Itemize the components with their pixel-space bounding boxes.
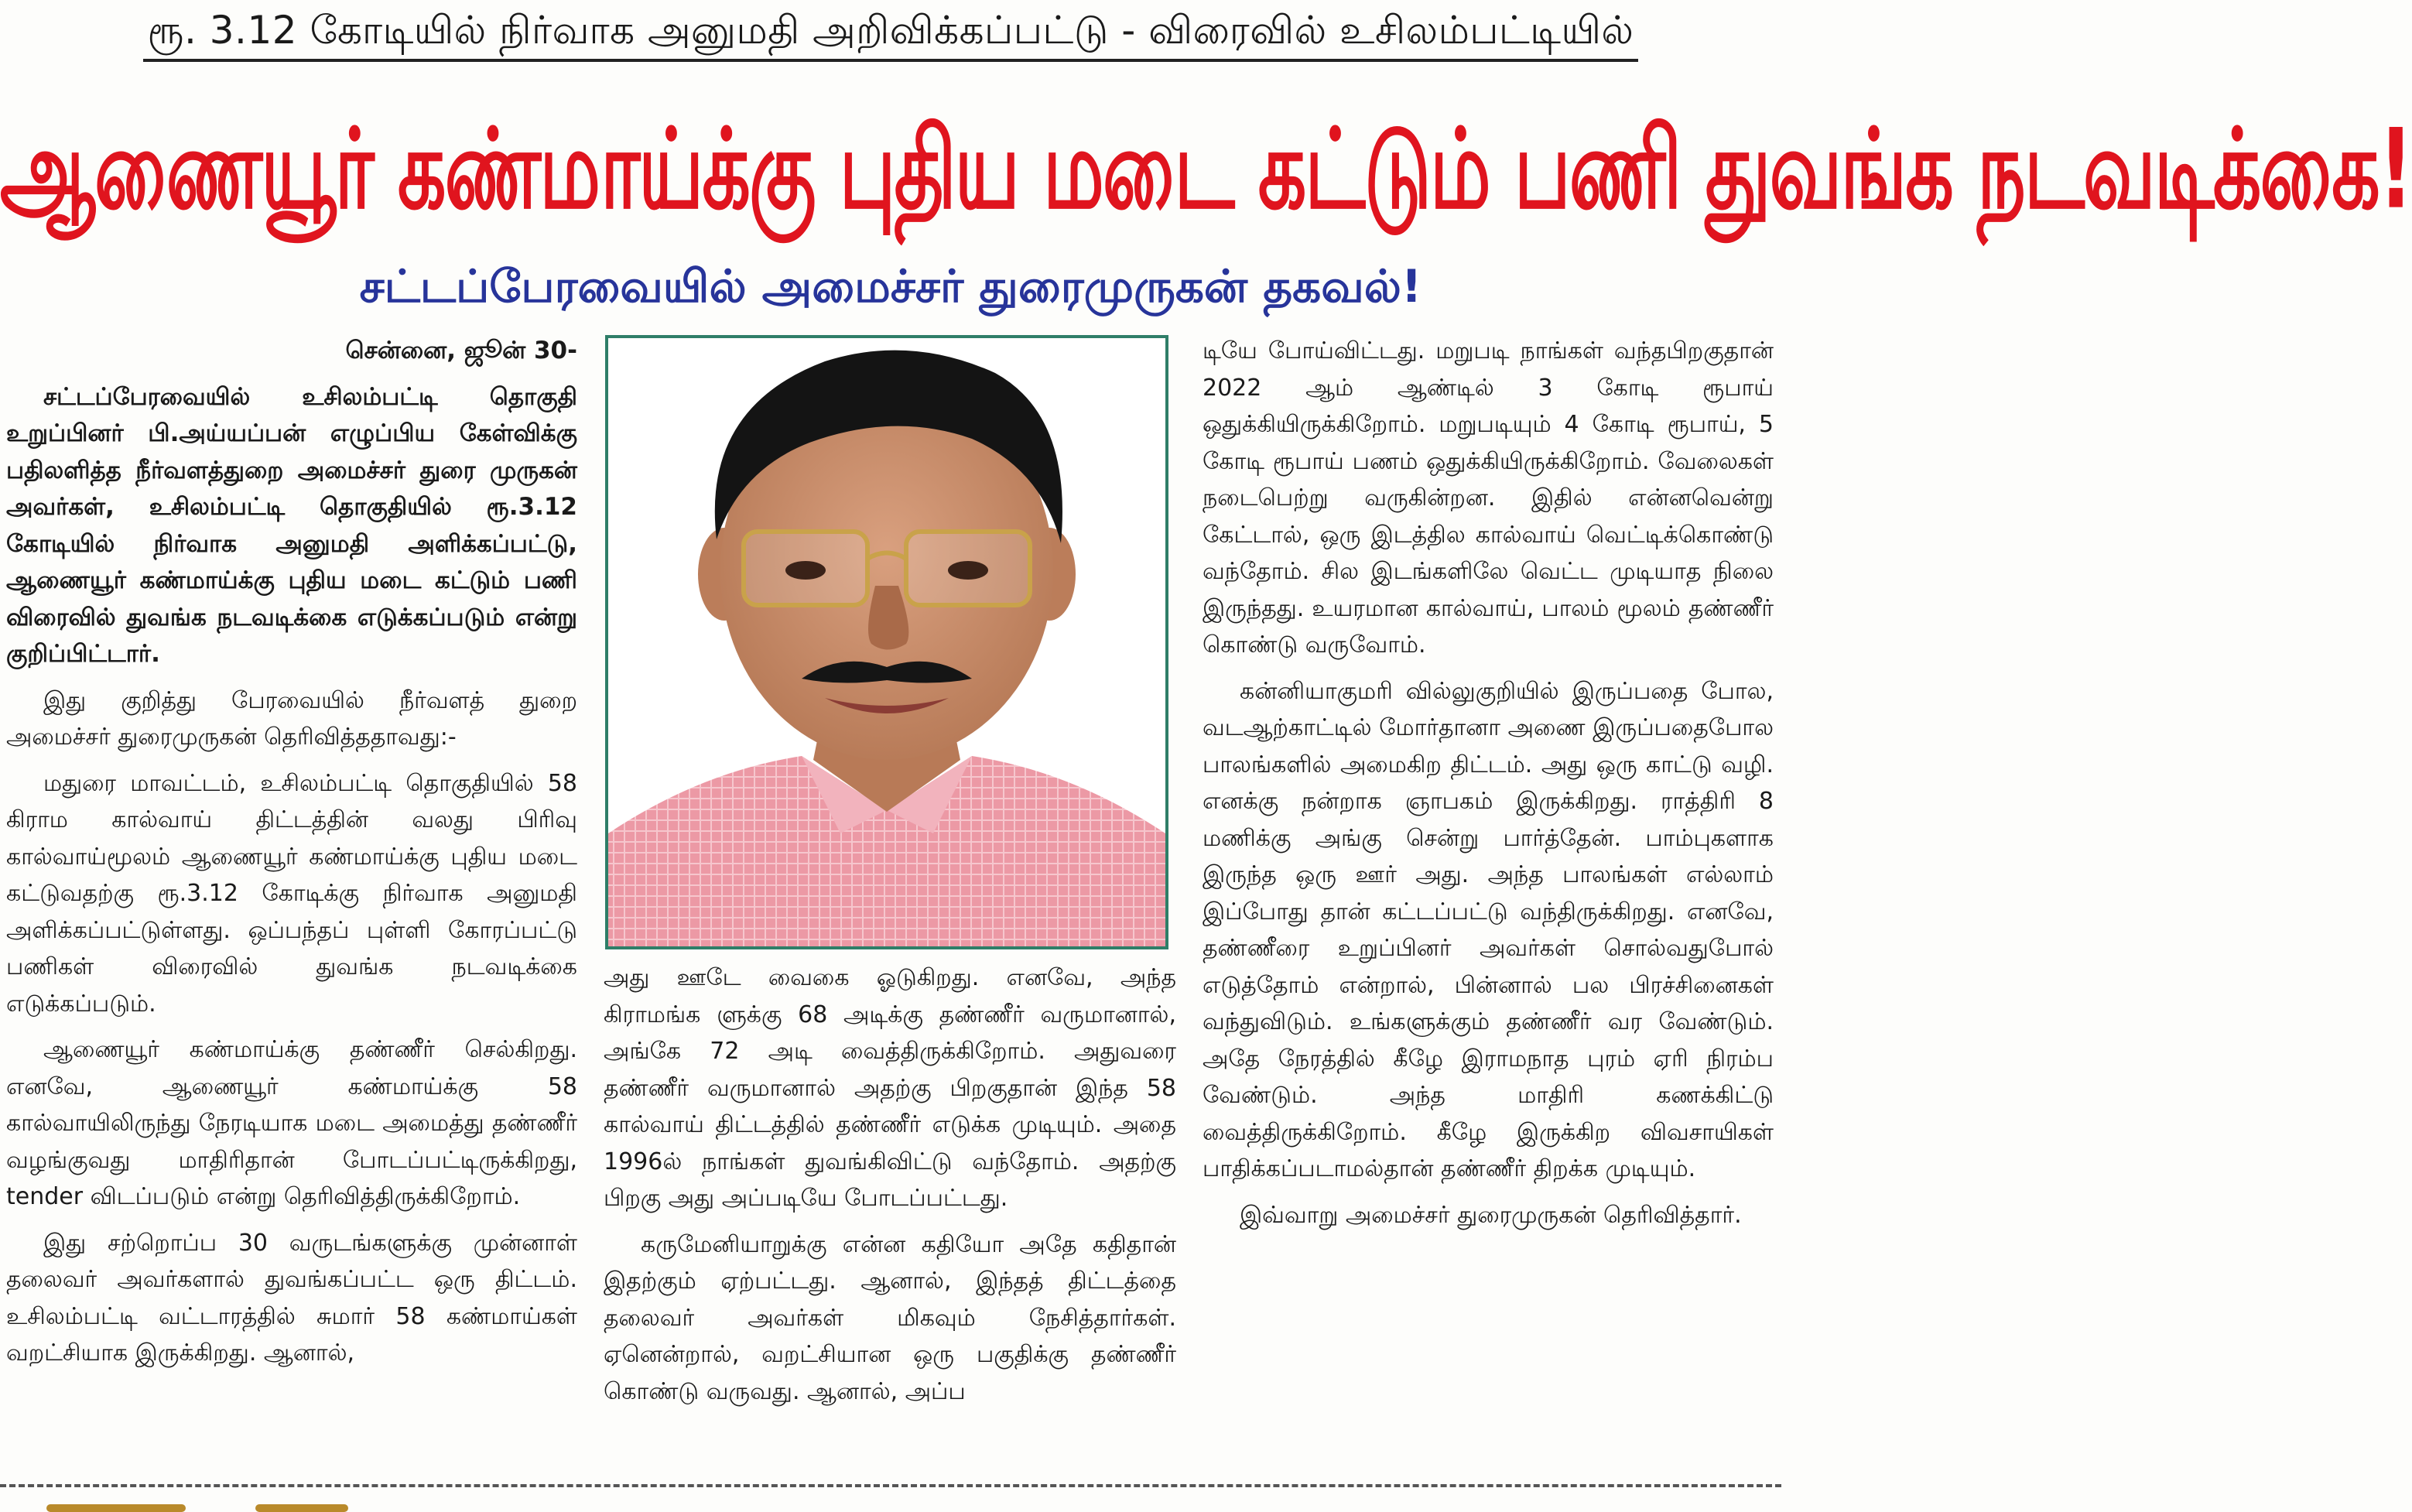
portrait-photo-icon (605, 335, 1168, 949)
body-paragraph: மதுரை மாவட்டம், உசிலம்பட்டி தொகுதியில் 58 கிராம கால்வாய் திட்டத்தின் வலது பிரிவு கால்வாய்மூலம் ஆணையூர் கண்மாய்க்கு புதிய மடை கட்டுவதற்கு ரூ.3.12 கோடிக்கு நிர்வாக அனுமதி அளிக்கப்பட்டுள்ளது. ஒப்பந்தப் புள்ளி கோரப்பட்டு பணிகள் விரைவில் துவங்க நடவடிக்கை எடுக்கப்படும். (6, 769, 577, 1018)
body-paragraph: அது ஊடே வைகை ஓடுகிறது. எனவே, அந்த கிராமங்க ளுக்கு 68 அடிக்கு தண்ணீர் வருமானால், அங்கே 72 அடி வைத்திருக்கிறோம். அதுவரை தண்ணீர் வருமானால் அதற்கு பிறகுதான் இந்த 58 கால்வாய் திட்டத்தில் தண்ணீர் எடுக்க முடியும். அதை 1996ல் நாங்கள் துவங்கிவிட்டு வந்தோம். அதற்கு பிறகு அது அப்படியே போடப்பட்டது. (604, 964, 1176, 1212)
body-paragraph: டியே போய்விட்டது. மறுபடி நாங்கள் வந்தபிறகுதான் 2022 ஆம் ஆண்டில் 3 கோடி ரூபாய் ஒதுக்கியிருக்கிறோம். மறுபடியும் 4 கோடி ரூபாய், 5 கோடி ரூபாய் பணம் ஒதுக்கியிருக்கிறோம். வேலைகள் நடைபெற்று வருகின்றன. இதில் என்னவென்று கேட்டால், ஒரு இடத்தில கால்வாய் வெட்டிக்கொண்டு வந்தோம். சில இடங்களிலே வெட்ட முடியாத நிலை இருந்தது. உயரமான கால்வாய், பாலம் மூலம் தண்ணீர் கொண்டு வருவோம். (1203, 337, 1774, 659)
subheadline: சட்டப்பேரவையில் அமைச்சர் துரைமுருகன் தகவல்! (359, 260, 1422, 313)
body-paragraph: ஆணையூர் கண்மாய்க்கு தண்ணீர் செல்கிறது. எனவே, ஆணையூர் கண்மாய்க்கு 58 கால்வாயிலிருந்து நேரடியாக மடை அமைத்து தண்ணீர் வழங்குவது மாதிரிதான் போடப்பட்டிருக்கிறது, tender விடப்படும் என்று தெரிவித்திருக்கிறோம். (6, 1036, 577, 1210)
body-paragraph: கருமேனியாறுக்கு என்ன கதியோ அதே கதிதான் இதற்கும் ஏற்பட்டது. ஆனால், இந்தத் திட்டத்தை தலைவர் அவர்கள் மிகவும் நேசித்தார்கள். ஏனென்றால், வறட்சியான ஒரு பகுதிக்கு தண்ணீர் கொண்டு வருவது. ஆனால், அப்ப (604, 1230, 1176, 1405)
article-column-1 (6, 333, 577, 1478)
body-paragraph: இவ்வாறு அமைச்சர் துரைமுருகன் தெரிவித்தார். (1240, 1201, 1742, 1229)
body-paragraph: இது குறித்து பேரவையில் நீர்வளத் துறை அமைச்சர் துரைமுருகன் தெரிவித்ததாவது:- (6, 686, 577, 751)
headline: ஆணையூர் கண்மாய்க்கு புதிய மடை கட்டும் பணி துவங்க நடவடிக்கை! (0, 106, 2412, 234)
dateline: சென்னை, ஜூன் 30- (345, 337, 577, 364)
lead-paragraph: சட்டப்பேரவையில் உசிலம்பட்டி தொகுதி உறுப்பினர் பி.அய்யப்பன் எழுப்பிய கேள்விக்கு பதிலளித்த நீர்வளத்துறை அமைச்சர் துரை முருகன் அவர்கள், உசிலம்பட்டி தொகுதியில் ரூ.3.12 கோடியில் நிர்வாக அனுமதி அளிக்கப்பட்டு, ஆணையூர் கண்மாய்க்கு புதிய மடை கட்டும் பணி விரைவில் துவங்க நடவடிக்கை எடுக்கப்படும் என்று குறிப்பிட்டார். (6, 382, 577, 668)
article-column-2 (604, 960, 1176, 1478)
portrait-illustration (608, 338, 1165, 946)
body-paragraph: கன்னியாகுமரி வில்லுகுறியில் இருப்பதை போல, வடஆற்காட்டில் மோர்தானா அணை இருப்பதைபோல பாலங்களில் அமைகிற திட்டம். அது ஒரு காட்டு வழி. எனக்கு நன்றாக ஞாபகம் இருக்கிறது. ராத்திரி 8 மணிக்கு அங்கு சென்று பார்த்தேன். பாம்புகளாக இருந்த ஒரு ஊர் அது. அந்த பாலங்கள் எல்லாம் இப்போது தான் கட்டப்பட்டு வந்திருக்கிறது. எனவே, தண்ணீரை உறுப்பினர் அவர்கள் சொல்வதுபோல் எடுத்தோம் என்றால், பின்னால் பல பிரச்சினைகள் வந்துவிடும். உங்களுக்கும் தண்ணீர் வர வேண்டும். அதே நேரத்தில் கீழே இராமநாத புரம் ஏரி நிரம்ப வேண்டும். அந்த மாதிரி கணக்கிட்டு வைத்திருக்கிறோம். கீழே இருக்கிற விவசாயிகள் பாதிக்கப்படாமல்தான் தண்ணீர் திறக்க முடியும். (1203, 677, 1774, 1182)
section-divider (0, 1484, 1781, 1487)
next-article-edge (0, 1490, 1781, 1512)
body-paragraph: இது சற்றொப்ப 30 வருடங்களுக்கு முன்னாள் தலைவர் அவர்களால் துவங்கப்பட்ட ஒரு திட்டம். உசிலம்பட்டி வட்டாரத்தில் சுமார் 58 கண்மாய்கள் வறட்சியாக இருக்கிறது. ஆனால், (6, 1229, 577, 1367)
article-column-3 (1203, 333, 1774, 1478)
kicker-text: ரூ. 3.12 கோடியில் நிர்வாக அனுமதி அறிவிக்கப்பட்டு - விரைவில் உசிலம்பட்டியில் (143, 3, 1639, 62)
